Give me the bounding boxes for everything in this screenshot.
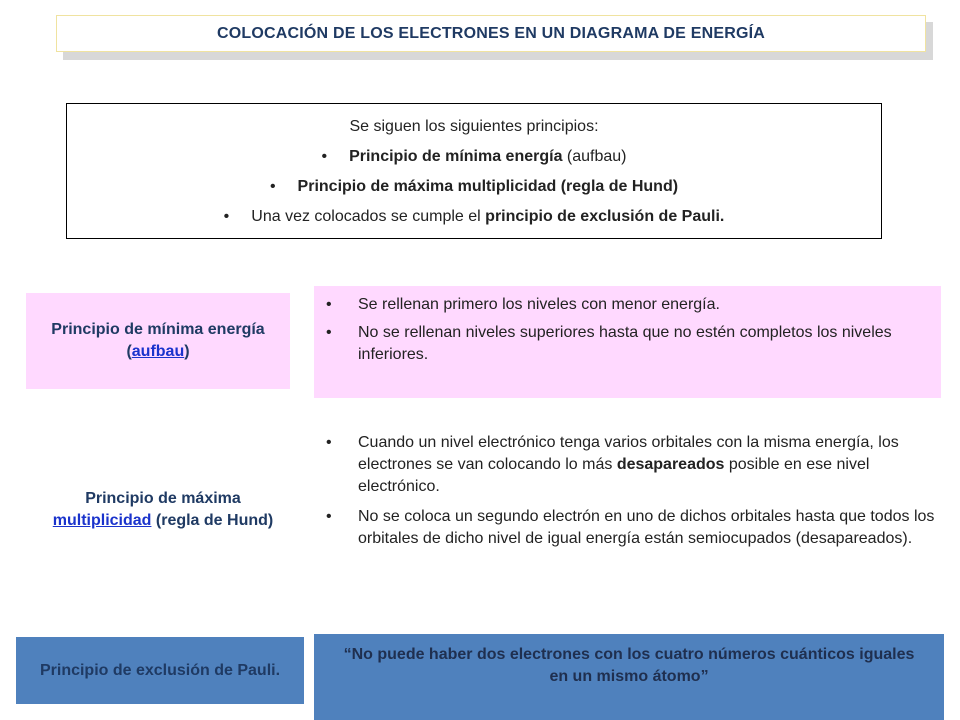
principles-item-aufbau-rest: (aufbau): [562, 148, 627, 165]
principles-item-pauli: [67, 202, 881, 232]
hund-bullet-list: [314, 432, 941, 550]
aufbau-label-post: ): [184, 343, 190, 360]
bullet-icon: •: [326, 324, 332, 341]
slide-title-text: COLOCACIÓN DE LOS ELECTRONES EN UN DIAGRAMA DE ENERGÍA: [216, 24, 765, 42]
aufbau-bullet-text: No se rellenan niveles superiores hasta que no estén completos los niveles inferiores.: [358, 324, 892, 363]
hund-bullet1-bold: desapareados: [616, 456, 725, 473]
hund-bullet-item: [314, 506, 941, 550]
pauli-quote: “No puede haber dos electrones con los cuatro números cuánticos iguales en un mismo átomo”: [343, 646, 915, 685]
hund-bullet2-text: No se coloca un segundo electrón en uno de dichos orbitales hasta que todos los orbitales de dicho nivel de igual energía están semiocupados (desapareados).: [358, 508, 935, 547]
hund-description-box: [314, 432, 941, 602]
hund-bullet1-pre: Cuando un nivel electrónico tenga varios orbitales con la misma energía, los electrones se van colocando lo más: [358, 434, 899, 473]
bullet-icon: •: [223, 208, 230, 225]
principles-item-aufbau-bold: Principio de mínima energía: [349, 148, 563, 165]
aufbau-description-box: [314, 286, 941, 398]
principles-intro: Se siguen los siguientes principios:: [349, 118, 599, 135]
aufbau-bullet-text: Se rellenan primero los niveles con menor energía.: [358, 296, 720, 313]
aufbau-bullet-item: [314, 322, 941, 366]
principles-item-pauli-bold: principio de exclusión de Pauli.: [485, 208, 725, 225]
bullet-icon: •: [269, 178, 276, 195]
hund-label-box: [40, 470, 286, 550]
hund-label-post: (regla de Hund): [151, 512, 274, 529]
aufbau-link[interactable]: aufbau: [131, 343, 185, 360]
bullet-icon: •: [321, 148, 328, 165]
hund-label: [40, 488, 286, 532]
aufbau-label: [26, 319, 290, 363]
principles-summary-box: [66, 103, 882, 239]
principles-item-aufbau: [67, 142, 881, 172]
pauli-quote-box: [314, 634, 944, 720]
hund-bullet-item: [314, 432, 941, 498]
principles-item-hund-bold: Principio de máxima multiplicidad (regla de Hund): [297, 178, 679, 195]
principles-item-pauli-pre: Una vez colocados se cumple el: [251, 208, 486, 225]
principles-item-hund: [67, 172, 881, 202]
pauli-label-box: [16, 637, 304, 704]
hund-label-pre: Principio de máxima: [85, 490, 241, 507]
hund-bullet1-post: posible en ese nivel electrónico.: [358, 456, 870, 495]
bullet-icon: •: [326, 296, 332, 313]
bullet-icon: •: [326, 434, 332, 451]
aufbau-label-pre: Principio de mínima energía (: [51, 321, 265, 360]
pauli-label: Principio de exclusión de Pauli.: [39, 661, 281, 679]
aufbau-bullet-item: [314, 294, 941, 316]
bullet-icon: •: [326, 508, 332, 525]
aufbau-bullet-list: [314, 294, 941, 366]
slide-title: [56, 15, 926, 52]
aufbau-label-box: [26, 293, 290, 389]
multiplicidad-link[interactable]: multiplicidad: [52, 512, 152, 529]
